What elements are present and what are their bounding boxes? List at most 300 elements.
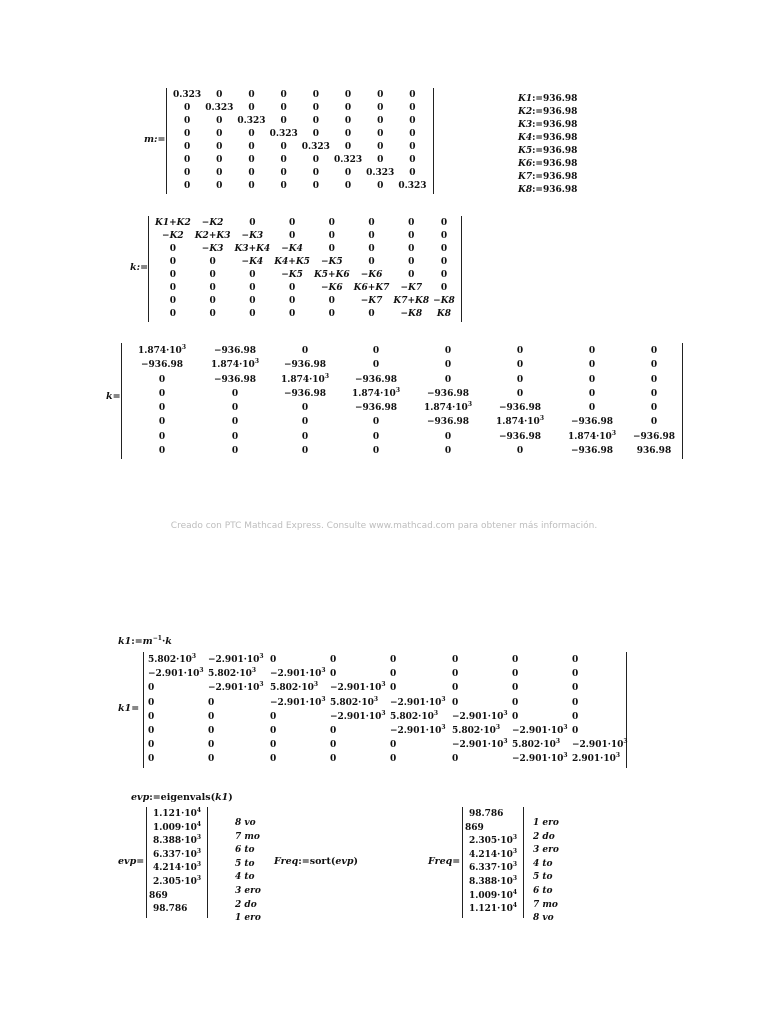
k-numeric-cell-r5-c2: 0	[231, 403, 239, 414]
k-numeric-cell-r1-c4: 0	[372, 346, 380, 356]
m-cell-r2-c8: 0	[409, 103, 416, 113]
m-cell-r6-c8: 0	[409, 155, 416, 165]
k-numeric-cell-r7-c8: −936.98	[633, 431, 675, 442]
k1-cell-r2-c3: $-2.901\cdot 10^3$	[270, 667, 326, 680]
k-symbolic-cell-r2-c1: −K2	[162, 231, 184, 241]
k-symbolic-cell-r4-c6: 0	[368, 257, 375, 267]
k-symbolic-cell-r1-c7: 0	[408, 218, 415, 228]
m-cell-r6-c7: 0	[377, 155, 384, 165]
k-numeric-cell-r1-c1: $1.874\cdot 10^3$	[137, 344, 187, 356]
m-cell-r3-c1: 0	[183, 116, 191, 126]
k-numeric-cell-r4-c6: 0	[516, 388, 524, 399]
m-cell-r8-c8: 0.323	[398, 181, 427, 191]
evp-ordinal-4: 5 to	[235, 858, 255, 869]
freq-value-1: 98.786	[469, 809, 504, 819]
k-symbolic-cell-r6-c1: 0	[169, 283, 176, 293]
k-numeric-cell-r3-c1: 0	[158, 374, 166, 385]
k-symbolic-cell-r1-c1: K1+K2	[155, 218, 191, 228]
k-numeric-cell-r6-c7: −936.98	[571, 417, 613, 428]
k-symbolic-cell-r7-c4: 0	[288, 296, 296, 306]
m-cell-r2-c5: 0	[312, 103, 319, 113]
m-cell-r5-c2: 0	[216, 142, 223, 152]
k1-cell-r3-c1: 0	[148, 683, 155, 694]
m-cell-r7-c4: 0	[280, 168, 287, 178]
k-symbolic-cell-r1-c4: 0	[288, 218, 296, 228]
k1-cell-r8-c1: 0	[148, 754, 155, 765]
m-cell-r7-c2: 0	[216, 168, 223, 178]
k1-cell-r4-c1: 0	[148, 697, 155, 708]
k-numeric-cell-r5-c1: 0	[158, 403, 166, 414]
k1-cell-r1-c2: $-2.901\cdot 10^3$	[208, 653, 264, 665]
m-cell-r2-c6: 0	[344, 103, 352, 113]
k-numeric-cell-r8-c6: 0	[516, 446, 524, 457]
m-cell-r3-c2: 0	[216, 116, 223, 126]
k-numeric-cell-r3-c8: 0	[650, 374, 658, 385]
k-numeric-cell-r2-c3: −936.98	[284, 360, 326, 371]
k1-cell-r8-c6: 0	[452, 754, 459, 765]
freq-value-8: $1.121\cdot 10^4$	[469, 902, 518, 915]
k-numeric-cell-r5-c4: −936.98	[355, 403, 397, 414]
m-cell-r1-c5: 0	[312, 90, 319, 100]
k-symbolic-cell-r6-c2: 0	[209, 283, 216, 293]
k1-cell-r4-c4: $5.802\cdot 10^3$	[330, 695, 379, 708]
m-cell-r5-c6: 0	[344, 142, 352, 152]
k-numeric-cell-r2-c2: $1.874\cdot 10^3$	[210, 358, 260, 371]
k1-cell-r5-c8: 0	[572, 711, 579, 722]
k-symbolic-cell-r1-c3: 0	[249, 218, 256, 228]
evp-ordinal-6: 3 ero	[235, 885, 261, 896]
k1-cell-r1-c4: 0	[330, 655, 337, 665]
k-numeric-matrix	[121, 343, 683, 459]
m-cell-r3-c7: 0	[377, 116, 384, 126]
freq-label: Freq=	[428, 856, 461, 867]
k-numeric-cell-r3-c5: 0	[444, 374, 452, 385]
evp-ordinals	[235, 817, 261, 926]
mathcad-footer: Creado con PTC Mathcad Express. Consulte www.mathcad.com para obtener más información.	[170, 521, 598, 531]
freq-vector	[462, 807, 524, 918]
k-symbolic-cell-r3-c6: 0	[368, 244, 375, 254]
freq-value-4: $4.214\cdot 10^3$	[469, 847, 518, 860]
m-cell-r7-c7: 0.323	[366, 168, 395, 178]
k1-cell-r8-c2: 0	[208, 754, 215, 765]
k-symbolic-cell-r6-c5: −K6	[320, 283, 343, 293]
m-cell-r1-c1: 0.323	[173, 90, 202, 100]
k1-cell-r6-c4: 0	[330, 726, 337, 737]
evp-value-3: $8.388\cdot 10^3$	[153, 834, 202, 847]
k-symbolic-cell-r3-c3: K3+K4	[234, 244, 271, 254]
m-cell-r1-c2: 0	[216, 90, 223, 100]
k1-cell-r5-c1: 0	[148, 711, 155, 722]
evp-ordinal-2: 7 mo	[235, 831, 260, 842]
k-symbolic-cell-r7-c6: −K7	[360, 296, 383, 306]
k-numeric-cell-r6-c6: $1.874\cdot 10^3$	[495, 415, 545, 428]
k-symbolic-cell-r1-c2: −K2	[201, 218, 224, 228]
k1-matrix	[143, 652, 627, 768]
m-cell-r1-c8: 0	[409, 90, 416, 100]
k-symbolic-matrix	[148, 216, 462, 322]
evp-ordinal-8: 1 ero	[235, 913, 261, 924]
k-symbolic-cell-r3-c5: 0	[328, 244, 335, 254]
k-numeric-cell-r6-c2: 0	[231, 417, 239, 428]
k-numeric-cell-r8-c2: 0	[231, 446, 239, 457]
m-cell-r8-c5: 0	[312, 181, 319, 191]
freq-value-2: 869	[465, 822, 484, 833]
k-symbolic-cell-r3-c7: 0	[408, 244, 415, 254]
k-symbolic-cell-r2-c3: −K3	[241, 231, 264, 241]
k-numeric-cell-r3-c3: $1.874\cdot 10^3$	[280, 372, 330, 385]
freq-ordinal-3: 3 ero	[533, 845, 559, 856]
k1-cell-r6-c7: $-2.901\cdot 10^3$	[512, 724, 568, 737]
freq-value-6: $8.388\cdot 10^3$	[469, 874, 518, 887]
k-numeric-cell-r2-c8: 0	[650, 360, 658, 371]
k-symbolic-cell-r3-c4: −K4	[281, 244, 303, 254]
k1-definition: $k1:=m^{-1}\cdot k$	[118, 634, 172, 647]
k1-cell-r1-c6: 0	[452, 655, 459, 665]
k-symbolic-cell-r2-c7: 0	[408, 231, 415, 241]
k-numeric-cell-r4-c1: 0	[158, 388, 166, 399]
freq-value-3: $2.305\cdot 10^3$	[469, 834, 518, 847]
k1-cell-r6-c5: $-2.901\cdot 10^3$	[390, 724, 446, 737]
k-constant-4: K4:=936.98	[518, 133, 578, 143]
m-cell-r2-c3: 0	[248, 103, 255, 113]
k1-cell-r1-c8: 0	[572, 655, 579, 665]
evp-ordinal-5: 4 to	[235, 872, 255, 883]
m-cell-r6-c5: 0	[312, 155, 319, 165]
k-numeric-cell-r7-c1: 0	[158, 431, 166, 442]
m-cell-r5-c1: 0	[183, 142, 191, 152]
k-numeric-cell-r7-c5: 0	[444, 431, 452, 442]
m-cell-r7-c6: 0	[344, 168, 352, 178]
m-cell-r4-c4: 0.323	[269, 129, 298, 139]
k1-cell-r3-c7: 0	[512, 683, 519, 694]
k-symbolic-cell-r2-c5: 0	[328, 231, 335, 241]
m-cell-r8-c4: 0	[280, 181, 287, 191]
k1-cell-r3-c3: $5.802\cdot 10^3$	[270, 681, 319, 694]
k1-cell-r8-c4: 0	[330, 754, 337, 765]
m-cell-r4-c3: 0	[248, 129, 255, 139]
k-symbolic-cell-r6-c3: 0	[249, 283, 256, 293]
k1-cell-r3-c5: 0	[390, 683, 397, 694]
k-symbolic-cell-r7-c7: K7+K8	[393, 296, 430, 306]
m-cell-r8-c7: 0	[377, 181, 384, 191]
m-cell-r6-c3: 0	[248, 155, 255, 165]
m-cell-r3-c3: 0.323	[237, 116, 266, 126]
evp-value-5: $4.214\cdot 10^3$	[153, 861, 202, 874]
m-cell-r4-c8: 0	[409, 129, 416, 139]
k-symbolic-cell-r8-c3: 0	[249, 309, 256, 319]
freq-ordinals	[533, 817, 559, 926]
k1-cell-r5-c2: 0	[208, 711, 215, 722]
k-numeric-cell-r7-c3: 0	[301, 431, 309, 442]
m-cell-r8-c2: 0	[216, 181, 223, 191]
k1-cell-r2-c4: 0	[330, 669, 337, 680]
k-numeric-cell-r4-c7: 0	[588, 388, 596, 399]
m-cell-r8-c6: 0	[344, 181, 352, 191]
k-numeric-cell-r1-c8: 0	[650, 346, 658, 356]
k1-cell-r4-c6: 0	[452, 697, 459, 708]
k-numeric-cell-r6-c4: 0	[372, 417, 380, 428]
k-numeric-cell-r7-c4: 0	[372, 431, 380, 442]
k1-cell-r8-c8: $2.901\cdot 10^3$	[572, 752, 621, 765]
k-numeric-cell-r8-c7: −936.98	[571, 446, 613, 457]
k1-cell-r7-c5: 0	[390, 740, 397, 751]
k-numeric-cell-r3-c7: 0	[588, 374, 596, 385]
evp-label: evp=	[118, 856, 145, 867]
k-numeric-cell-r5-c8: 0	[650, 403, 658, 414]
k-symbolic-cell-r6-c7: −K7	[400, 283, 423, 293]
k1-cell-r1-c5: 0	[390, 655, 397, 665]
k-symbolic-cell-r4-c5: −K5	[320, 257, 343, 267]
k-symbolic-cell-r7-c2: 0	[209, 296, 216, 306]
k1-cell-r2-c8: 0	[572, 669, 579, 680]
k-symbolic-cell-r5-c3: 0	[249, 270, 256, 280]
k1-cell-r5-c5: $5.802\cdot 10^3$	[390, 709, 439, 722]
k-numeric-cell-r5-c5: $1.874\cdot 10^3$	[423, 401, 473, 414]
m-cell-r5-c8: 0	[409, 142, 416, 152]
k-symbolic-cell-r4-c7: 0	[408, 257, 415, 267]
k-symbolic-cell-r7-c5: 0	[328, 296, 335, 306]
k-numeric-cell-r2-c1: −936.98	[141, 360, 183, 371]
k1-cell-r6-c2: 0	[208, 726, 215, 737]
evp-definition: evp:=eigenvals(k1)	[131, 792, 233, 803]
k-numeric-cell-r1-c3: 0	[301, 346, 309, 356]
k1-cell-r8-c3: 0	[270, 754, 277, 765]
k-numeric-cell-r6-c3: 0	[301, 417, 309, 428]
m-cell-r7-c8: 0	[409, 168, 416, 178]
m-cell-r4-c2: 0	[216, 129, 223, 139]
k-numeric-cell-r6-c1: 0	[158, 417, 166, 428]
k1-cell-r1-c7: 0	[512, 655, 519, 665]
k-symbolic-cell-r8-c8: K8	[436, 309, 451, 319]
k-symbolic-cell-r8-c4: 0	[288, 309, 296, 319]
m-cell-r4-c7: 0	[377, 129, 384, 139]
freq-ordinal-1: 1 ero	[533, 818, 559, 828]
m-cell-r6-c4: 0	[280, 155, 287, 165]
k-symbolic-cell-r4-c2: 0	[209, 257, 216, 267]
k-numeric-cell-r6-c8: 0	[650, 417, 658, 428]
k-numeric-cell-r5-c3: 0	[301, 403, 309, 414]
k-numeric-cell-r4-c5: −936.98	[427, 388, 469, 399]
freq-value-7: $1.009\cdot 10^4$	[469, 888, 518, 901]
freq-ordinal-5: 5 to	[533, 872, 553, 883]
m-matrix-label: m:=	[144, 134, 166, 145]
k-symbolic-cell-r5-c2: 0	[209, 270, 216, 280]
k1-cell-r5-c7: 0	[512, 711, 519, 722]
k1-cell-r5-c3: 0	[270, 711, 277, 722]
m-cell-r7-c1: 0	[183, 168, 191, 178]
k-numeric-cell-r5-c7: 0	[588, 403, 596, 414]
freq-value-5: $6.337\cdot 10^3$	[469, 861, 518, 874]
k-symbolic-cell-r4-c4: K4+K5	[274, 257, 310, 267]
m-cell-r1-c3: 0	[248, 90, 255, 100]
k1-cell-r2-c2: $5.802\cdot 10^3$	[208, 667, 257, 680]
k-symbolic-cell-r4-c8: 0	[440, 257, 448, 267]
k1-cell-r1-c3: 0	[270, 655, 277, 665]
m-cell-r5-c3: 0	[248, 142, 255, 152]
k1-cell-r6-c1: 0	[148, 726, 155, 737]
k-numeric-cell-r8-c5: 0	[444, 446, 452, 457]
k-constant-1: K1:=936.98	[518, 94, 578, 104]
k-symbolic-cell-r1-c5: 0	[328, 218, 335, 228]
k-symbolic-cell-r4-c3: −K4	[241, 257, 264, 267]
k-numeric-cell-r1-c6: 0	[516, 346, 524, 356]
evp-value-6: $2.305\cdot 10^3$	[153, 874, 202, 887]
k-symbolic-cell-r5-c1: 0	[169, 270, 176, 280]
k1-cell-r4-c2: 0	[208, 697, 215, 708]
k-symbolic-cell-r4-c1: 0	[169, 257, 176, 267]
k-numeric-cell-r5-c6: −936.98	[499, 403, 541, 414]
m-cell-r2-c2: 0.323	[205, 103, 234, 113]
k-symbolic-cell-r6-c4: 0	[288, 283, 296, 293]
k-numeric-cell-r8-c8: 936.98	[636, 446, 672, 457]
k-numeric-cell-r4-c3: −936.98	[284, 388, 326, 399]
m-cell-r2-c4: 0	[280, 103, 287, 113]
k-symbolic-cell-r3-c2: −K3	[201, 244, 224, 254]
m-cell-r1-c6: 0	[344, 90, 352, 100]
m-cell-r1-c4: 0	[280, 90, 287, 100]
k1-matrix-label: k1=	[118, 703, 140, 714]
k-symbolic-cell-r6-c6: K6+K7	[353, 283, 390, 293]
k-numeric-cell-r3-c4: −936.98	[355, 374, 397, 385]
k-symbolic-cell-r1-c8: 0	[440, 218, 448, 228]
m-cell-r3-c6: 0	[344, 116, 352, 126]
evp-ordinal-7: 2 do	[235, 899, 257, 910]
freq-ordinal-6: 6 to	[533, 885, 553, 896]
evp-ordinal-3: 6 to	[235, 845, 255, 856]
k-symbolic-cell-r5-c5: K5+K6	[313, 270, 350, 280]
evp-value-4: $6.337\cdot 10^3$	[153, 847, 202, 860]
freq-ordinal-4: 4 to	[533, 858, 553, 869]
k-numeric-cell-r4-c8: 0	[650, 388, 658, 399]
m-cell-r3-c5: 0	[312, 116, 319, 126]
m-cell-r3-c4: 0	[280, 116, 287, 126]
k-constant-6: K6:=936.98	[518, 159, 578, 169]
k-numeric-cell-r8-c1: 0	[158, 446, 166, 457]
k-symbolic-cell-r3-c8: 0	[440, 244, 448, 254]
k1-cell-r4-c8: 0	[572, 697, 579, 708]
k-numeric-cell-r1-c5: 0	[444, 346, 452, 356]
k-constant-2: K2:=936.98	[518, 107, 578, 117]
k-numeric-cell-r6-c5: −936.98	[427, 417, 469, 428]
k-constant-8: K8:=936.98	[518, 185, 578, 195]
k-symbolic-label: k:=	[130, 262, 149, 273]
k-numeric-label: k=	[106, 391, 121, 402]
k1-cell-r4-c7: 0	[512, 697, 519, 708]
k-symbolic-cell-r8-c7: −K8	[400, 309, 423, 319]
k1-cell-r2-c6: 0	[452, 669, 459, 680]
k-numeric-cell-r4-c4: $1.874\cdot 10^3$	[351, 386, 401, 399]
k1-cell-r7-c8: $-2.901\cdot 10^3$	[572, 738, 628, 751]
m-cell-r5-c4: 0	[280, 142, 287, 152]
k1-cell-r7-c6: $-2.901\cdot 10^3$	[452, 738, 508, 751]
k-constant-5: K5:=936.98	[518, 146, 578, 156]
k-symbolic-cell-r8-c5: 0	[328, 309, 335, 319]
k-constant-3: K3:=936.98	[518, 120, 578, 130]
k-symbolic-cell-r7-c8: −K8	[433, 296, 455, 306]
k-numeric-cell-r7-c6: −936.98	[499, 431, 541, 442]
k-numeric-cell-r8-c4: 0	[372, 446, 380, 457]
k1-cell-r6-c3: 0	[270, 726, 277, 737]
k-symbolic-cell-r5-c8: 0	[440, 270, 448, 280]
m-cell-r5-c7: 0	[377, 142, 384, 152]
k1-cell-r8-c5: 0	[390, 754, 397, 765]
k-symbolic-cell-r5-c7: 0	[408, 270, 415, 280]
k-numeric-cell-r4-c2: 0	[231, 388, 239, 399]
k-symbolic-cell-r6-c8: 0	[440, 283, 448, 293]
k-symbolic-cell-r2-c8: 0	[440, 231, 448, 241]
k1-cell-r1-c1: $5.802\cdot 10^3$	[148, 653, 197, 665]
k1-cell-r3-c2: $-2.901\cdot 10^3$	[208, 681, 264, 694]
m-cell-r1-c7: 0	[377, 90, 384, 100]
k-numeric-cell-r8-c3: 0	[301, 446, 309, 457]
evp-value-1: $1.121\cdot 10^4$	[153, 807, 202, 819]
m-cell-r5-c5: 0.323	[301, 142, 330, 152]
m-matrix	[166, 88, 434, 194]
m-cell-r3-c8: 0	[409, 116, 416, 126]
k1-cell-r5-c6: $-2.901\cdot 10^3$	[452, 709, 508, 722]
m-cell-r4-c6: 0	[344, 129, 352, 139]
k-symbolic-cell-r8-c2: 0	[209, 309, 216, 319]
k1-cell-r8-c7: $-2.901\cdot 10^3$	[512, 752, 568, 765]
k1-cell-r6-c8: 0	[572, 726, 579, 737]
k1-cell-r7-c7: $5.802\cdot 10^3$	[512, 738, 561, 751]
m-cell-r6-c2: 0	[216, 155, 223, 165]
m-cell-r2-c1: 0	[183, 103, 191, 113]
k1-cell-r2-c1: $-2.901\cdot 10^3$	[148, 667, 204, 680]
k-numeric-cell-r2-c6: 0	[516, 360, 524, 371]
k-numeric-cell-r7-c7: $1.874\cdot 10^3$	[567, 429, 617, 442]
m-cell-r2-c7: 0	[377, 103, 384, 113]
k-numeric-cell-r7-c2: 0	[231, 431, 239, 442]
k-numeric-cell-r1-c7: 0	[588, 346, 596, 356]
k-symbolic-cell-r8-c6: 0	[368, 309, 375, 319]
k1-cell-r3-c6: 0	[452, 683, 459, 694]
k-numeric-cell-r2-c5: 0	[444, 360, 452, 371]
k1-cell-r3-c8: 0	[572, 683, 579, 694]
k-numeric-cell-r3-c2: −936.98	[214, 374, 256, 385]
m-cell-r6-c1: 0	[183, 155, 191, 165]
k-symbolic-cell-r3-c1: 0	[169, 244, 176, 254]
k1-cell-r2-c7: 0	[512, 669, 519, 680]
evp-value-7: 869	[149, 890, 168, 901]
k1-cell-r5-c4: $-2.901\cdot 10^3$	[330, 709, 386, 722]
k-symbolic-cell-r1-c6: 0	[368, 218, 375, 228]
k1-cell-r3-c4: $-2.901\cdot 10^3$	[330, 681, 386, 694]
k-numeric-cell-r3-c6: 0	[516, 374, 524, 385]
k1-cell-r7-c1: 0	[148, 740, 155, 751]
k1-cell-r4-c5: $-2.901\cdot 10^3$	[390, 695, 446, 708]
evp-vector	[146, 807, 208, 918]
k-symbolic-cell-r8-c1: 0	[169, 309, 176, 319]
k-numeric-cell-r2-c4: 0	[372, 360, 380, 371]
k1-cell-r7-c4: 0	[330, 740, 337, 751]
evp-ordinal-1: 8 vo	[235, 818, 256, 828]
k1-cell-r2-c5: 0	[390, 669, 397, 680]
m-cell-r4-c1: 0	[183, 129, 191, 139]
k1-cell-r6-c6: $5.802\cdot 10^3$	[452, 724, 501, 737]
k-constants-list	[518, 93, 577, 197]
m-cell-r8-c1: 0	[183, 181, 191, 191]
k-constant-7: K7:=936.98	[518, 172, 578, 182]
evp-value-2: $1.009\cdot 10^4$	[153, 820, 202, 833]
m-cell-r7-c5: 0	[312, 168, 319, 178]
k-symbolic-cell-r5-c4: −K5	[281, 270, 303, 280]
freq-definition: Freq:=sort(evp)	[274, 856, 359, 867]
k-symbolic-cell-r7-c3: 0	[249, 296, 256, 306]
k-symbolic-cell-r7-c1: 0	[169, 296, 176, 306]
freq-ordinal-8: 8 vo	[533, 913, 554, 924]
k-numeric-cell-r2-c7: 0	[588, 360, 596, 371]
